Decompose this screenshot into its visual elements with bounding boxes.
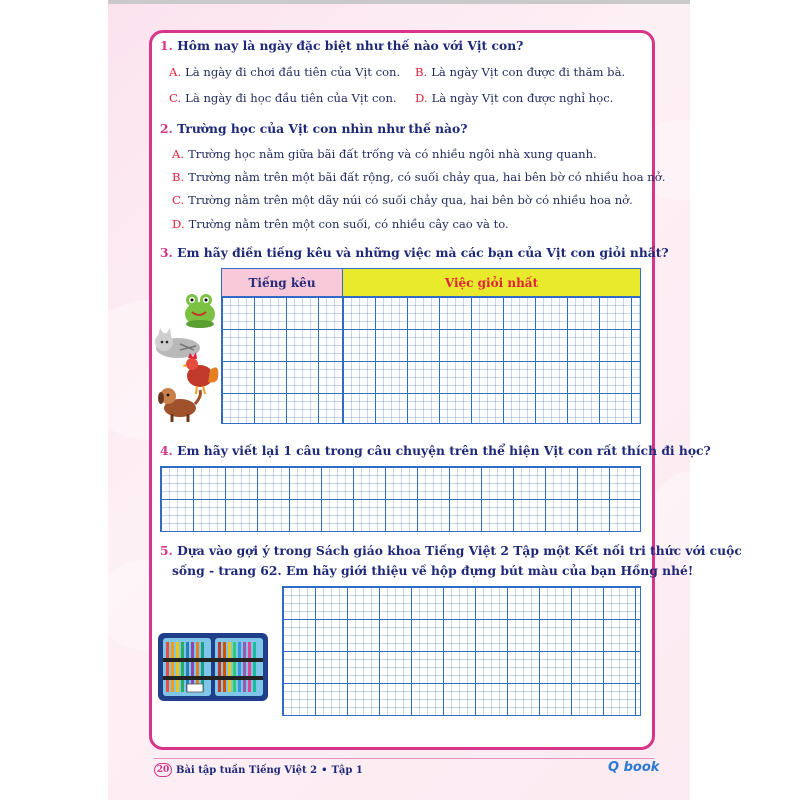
option-letter: B. [415,65,428,79]
footer-bullet: • [321,764,328,776]
question-4-text: Em hãy viết lại 1 câu trong câu chuyện trên thể hiện Vịt con rất thích đi học? [177,443,711,458]
cat-icon [155,328,200,358]
question-3-title [160,245,669,260]
question-1-option-b[interactable] [415,65,625,79]
question-5-text-line-1: Dựa vào gợi ý trong Sách giáo khoa Tiếng Việt 2 Tập một Kết nối tri thức với cuộc [177,543,742,558]
option-text: Trường nằm trên một con suối, có nhiều cây cao và to. [188,217,509,231]
option-text: Là ngày Vịt con được đi thăm bà. [431,65,626,79]
question-1-option-a[interactable] [169,65,400,79]
book-title: Bài tập tuần Tiếng Việt 2 [176,764,318,776]
question-2-text: Trường học của Vịt con nhìn như thế nào? [177,121,468,136]
option-letter: D. [172,217,185,231]
question-5-title-line-2 [172,563,693,578]
question-1-text: Hôm nay là ngày đặc biệt như thế nào với Vịt con? [177,38,524,53]
question-2-option-c[interactable] [172,193,633,207]
question-4-title [160,443,711,458]
dog-icon [158,388,200,422]
option-letter: C. [172,193,185,207]
question-5-text-line-2: sống - trang 62. Em hãy giới thiệu về hộp đựng bút màu của bạn Hồng nhé! [172,563,694,578]
table-header-sound-label: Tiếng kêu [248,275,316,290]
question-5-number: 5. [160,543,173,558]
page-number: 20 [154,763,172,777]
question-1-title [160,38,523,53]
question-4-number: 4. [160,443,173,458]
page-footer [154,762,363,778]
question-5-title-line-1 [160,543,742,558]
option-letter: B. [172,170,185,184]
book-volume: Tập 1 [331,764,363,776]
question-1-option-c[interactable] [169,91,397,105]
table-header-best-at [342,268,641,297]
question-2-option-b[interactable] [172,170,665,184]
table-header-best-at-label: Việc giỏi nhất [444,275,539,290]
option-text: Trường nằm trên một bãi đất rộng, có suối chảy qua, hai bên bờ có nhiều hoa nở. [188,170,666,184]
option-text: Trường học nằm giữa bãi đất trống và có nhiều ngôi nhà xung quanh. [188,147,597,161]
pencil-case-illustration [157,632,269,702]
question-2-title [160,121,467,136]
option-letter: C. [169,91,182,105]
question-2-option-a[interactable] [172,147,597,161]
question-3-number: 3. [160,245,173,260]
answer-grid-best-at[interactable] [342,296,641,424]
answer-grid-sounds[interactable] [221,296,343,424]
table-header-sound [221,268,343,297]
option-text: Là ngày Vịt con được nghỉ học. [431,91,614,105]
option-text: Là ngày đi chơi đầu tiên của Vịt con. [185,65,401,79]
question-1-number: 1. [160,38,173,53]
footer-divider [154,758,654,759]
question-2-number: 2. [160,121,173,136]
question-1-option-d[interactable] [415,91,613,105]
question-3-text: Em hãy điền tiếng kêu và những việc mà các bạn của Vịt con giỏi nhất? [177,245,669,260]
answer-grid-question-5[interactable] [282,586,641,716]
option-letter: D. [415,91,428,105]
animal-friends-illustration [150,286,222,426]
question-2-option-d[interactable] [172,217,509,231]
answer-grid-question-4[interactable] [160,466,641,532]
frog-icon [185,294,215,328]
rooster-icon [182,352,218,394]
option-text: Là ngày đi học đầu tiên của Vịt con. [185,91,397,105]
option-text: Trường nằm trên một dãy núi có suối chảy qua, hai bên bờ có nhiều hoa nở. [188,193,633,207]
option-letter: A. [172,147,185,161]
option-letter: A. [169,65,182,79]
publisher-logo: Q book [608,760,660,775]
